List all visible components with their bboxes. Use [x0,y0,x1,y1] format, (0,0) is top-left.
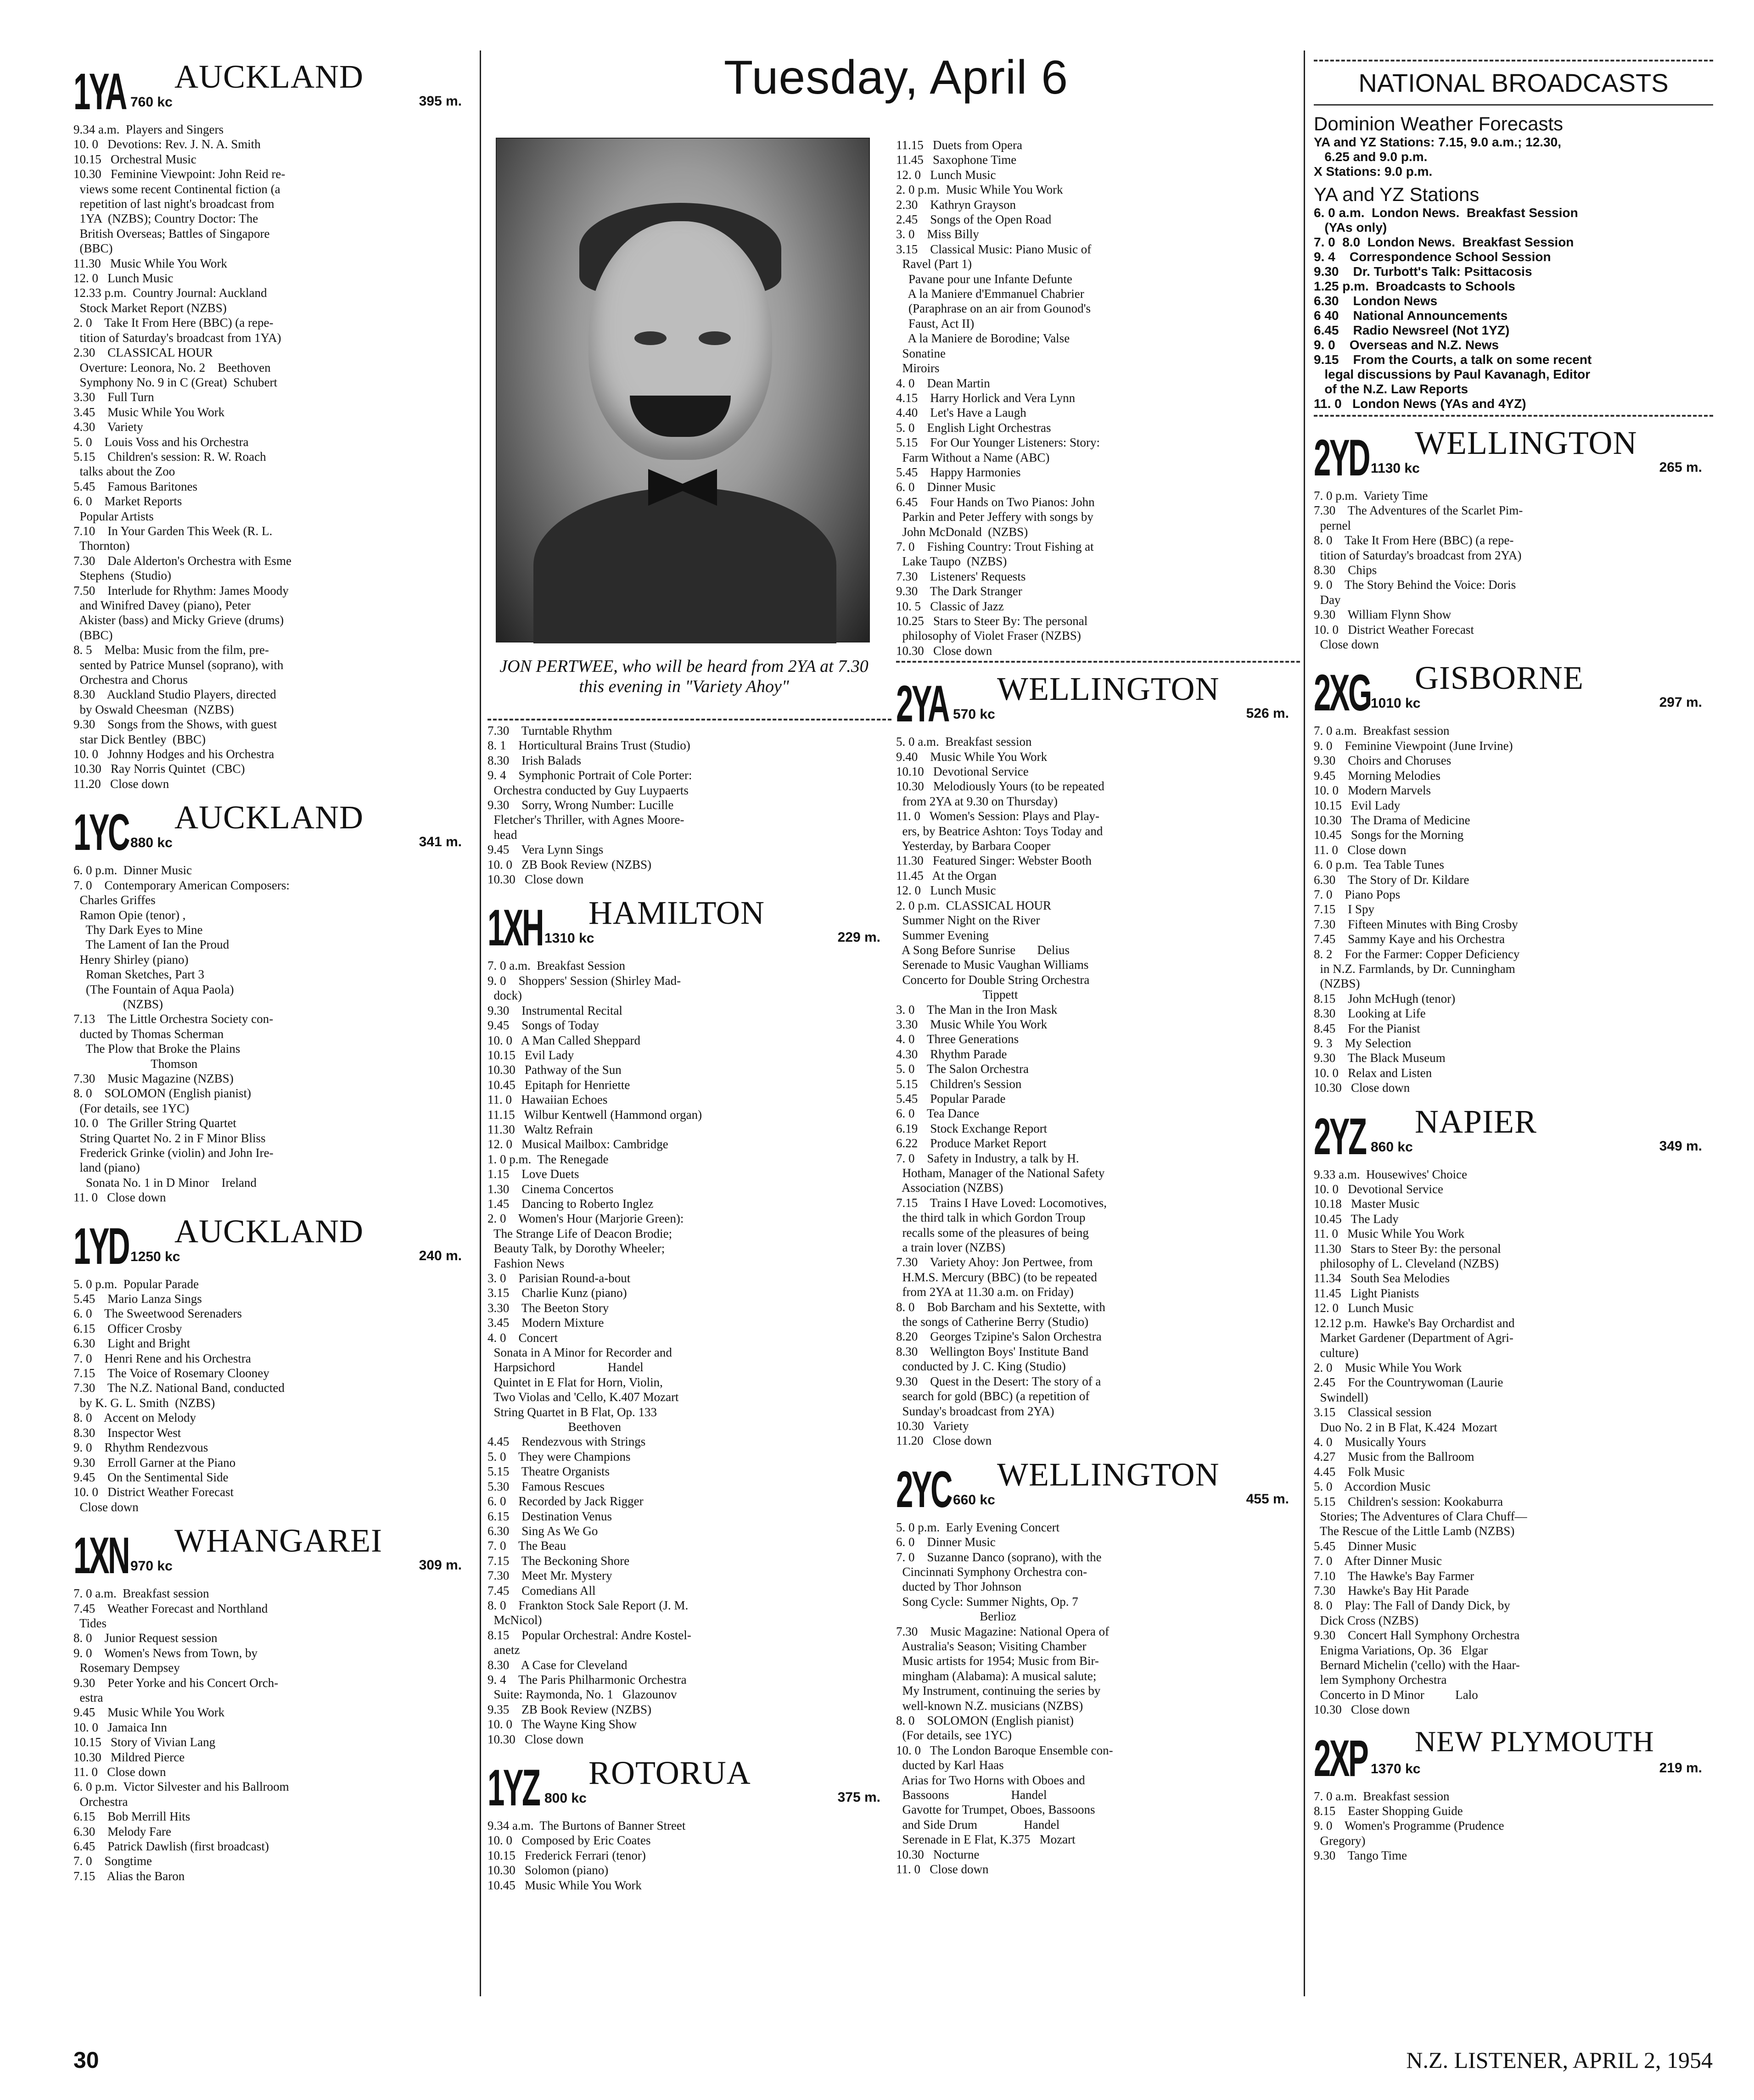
frequency: 1130 kc [1371,461,1420,476]
programme-list: 9.34 a.m. Players and Singers 10. 0 Devotions: Rev. J. N. A. Smith 10.15 Orchestral Music 10.30 Feminine Viewpoint: John Reid re- views some recent Continental fiction (a repetition of last night's broadcast from 1YA (NZBS); Country Doctor: The British Overseas; Battles of Singapore (BBC) 11.30 Music While You Work 12. 0 Lunch Music 12.33 p.m. Country Journal: Auckland Stock Market Report (NZBS) 2. 0 Take It From Here (BBC) (a repe- tition of Saturday's broadcast from 1YA) 2.30 CLASSICAL HOUR Overture: Leonora, No. 2 Beethoven Symphony No. 9 in C (Great) Schubert 3.30 Full Turn 3.45 Music While You Work 4.30 Variety 5. 0 Louis Voss and his Orchestra 5.15 Children's session: R. W. Roach talks about the Zoo 5.45 Famous Baritones 6. 0 Market Reports Popular Artists 7.10 In Your Garden This Week (R. L. Thornton) 7.30 Dale Alderton's Orchestra with Esme Stephens (Studio) 7.50 Interlude for Rhythm: James Moody and Winifred Davey (piano), Peter Akister (bass) and Micky Grieve (drums) (BBC) 8. 5 Melba: Music from the film, pre- sented by Patrice Munsel (soprano), with Orchestra and Chorus 8.30 Auckland Studio Players, directed by Oswald Cheesman (NZBS) 9.30 Songs from the Shows, with guest star Dick Bentley (BBC) 10. 0 Johnny Hodges and his Orchestra 10.30 Ray Norris Quintet (CBC) 11.20 Close down [73,123,292,791]
wavelength: 375 m. [837,1790,880,1805]
frequency: 1310 kc [544,931,594,946]
frequency: 1010 kc [1371,696,1421,711]
ya-yz-heading: YA and YZ Stations [1314,184,1479,205]
station-header-2yd [1314,419,1713,484]
programme-list: 7. 0 a.m. Breakfast Session 9. 0 Shoppers' Session (Shirley Mad- dock) 9.30 Instrumental Recital 9.45 Songs of Today 10. 0 A Man Called Sheppard 10.15 Evil Lady 10.30 Pathway of the Sun 10.45 Epitaph for Henriette 11. 0 Hawaiian Echoes 11.15 Wilbur Kentwell (Hammond organ) 11.30 Waltz Refrain 12. 0 Musical Mailbox: Cambridge 1. 0 p.m. The Renegade 1.15 Love Duets 1.30 Cinema Concertos 1.45 Dancing to Roberto Inglez 2. 0 Women's Hour (Marjorie Green): The Strange Life of Deacon Brodie; Beauty Talk, by Dorothy Wheeler; Fashion News 3. 0 Parisian Round-a-bout 3.15 Charlie Kunz (piano) 3.30 The Beeton Story 3.45 Modern Mixture 4. 0 Concert Sonata in A Minor for Recorder and Harpsichord Handel Quintet in E Flat for Horn, Violin, Two Violas and 'Cello, K.407 Mozart String Quartet in B Flat, Op. 133 Beethoven 4.45 Rendezvous with Strings 5. 0 They were Champions 5.15 Theatre Organists 5.30 Famous Rescues 6. 0 Recorded by Jack Rigger 6.15 Destination Venus 6.30 Sing As We Go 7. 0 The Beau 7.15 The Beckoning Shore 7.30 Meet Mr. Mystery 7.45 Comedians All 8. 0 Frankton Stock Sale Report (J. M. McNicol) 8.15 Popular Orchestral: Andre Kostel- anetz 8.30 A Case for Cleveland 9. 4 The Paris Philharmonic Orchestra Suite: Raymonda, No. 1 Glazounov 9.35 ZB Book Review (NZBS) 10. 0 The Wayne King Show 10.30 Close down [488,959,702,1746]
wavelength: 455 m. [1246,1491,1289,1507]
national-broadcasts-box [1314,60,1713,417]
portrait-photo [496,138,870,642]
station-header-1yc [73,794,473,861]
divider [896,661,1300,663]
frequency: 880 kc [130,835,173,851]
programme-list: 5. 0 p.m. Early Evening Concert 6. 0 Dinner Music 7. 0 Suzanne Danco (soprano), with the Cincinnati Symphony Orchestra con- ducted by Thor Johnson Song Cycle: Summer Nights, Op. 7 Berlioz 7.30 Music Magazine: National Opera of Australia's Season; Visiting Chamber Music artists for 1954; Music from Bir- mingham (Alabama): A musical salute; My Instrument, continuing the series by well-known N.Z. musicians (NZBS) 8. 0 SOLOMON (English pianist) (For details, see 1YC) 10. 0 The London Baroque Ensemble con- ducted by Karl Haas Arias for Two Horns with Oboes and Bassoons Handel Gavotte for Trumpet, Oboes, Bassoons and Side Drum Handel Serenade in E Flat, K.375 Mozart 10.30 Nocturne 11. 0 Close down [896,1520,1113,1877]
programme-list: 5. 0 a.m. Breakfast session 9.40 Music While You Work 10.10 Devotional Service 10.30 Melodiously Yours (to be repeated from 2YA at 9.30 on Thursday) 11. 0 Women's Session: Plays and Play- ers, by Beatrice Ashton: Toys Today and Yesterday, by Barbara Cooper 11.30 Featured Singer: Webster Booth 11.45 At the Organ 12. 0 Lunch Music 2. 0 p.m. CLASSICAL HOUR Summer Night on the River Summer Evening A Song Before Sunrise Delius Serenade to Music Vaughan Williams Concerto for Double String Orchestra Tippett 3. 0 The Man in the Iron Mask 3.30 Music While You Work 4. 0 Three Generations 4.30 Rhythm Parade 5. 0 The Salon Orchestra 5.15 Children's Session 5.45 Popular Parade 6. 0 Tea Dance 6.19 Stock Exchange Report 6.22 Produce Market Report 7. 0 Safety in Industry, a talk by H. Hotham, Manager of the National Safety Association (NZBS) 7.15 Trains I Have Loved: Locomotives, the third talk in which Gordon Troup recalls some of the pleasures of being a train lover (NZBS) 7.30 Variety Ahoy: Jon Pertwee, from H.M.S. Mercury (BBC) (to be repeated from 2YA at 11.30 a.m. on Friday) 8. 0 Bob Barcham and his Sextette, with the songs of Catherine Berry (Studio) 8.20 Georges Tzipine's Salon Orchestra 8.30 Wellington Boys' Institute Band conducted by J. C. King (Studio) 9.30 Quest in the Desert: The story of a search for gold (BBC) (a repetition of Sunday's broadcast from 2YA) 10.30 Variety 11.20 Close down [896,735,1107,1448]
call-sign: 2YD [1314,429,1369,486]
city-name: AUCKLAND [174,1212,364,1250]
station-header-2yc [896,1451,1300,1518]
call-sign: 1YD [73,1217,129,1275]
frequency: 1250 kc [130,1249,180,1264]
page-title: Tuesday, April 6 [723,51,1069,104]
city-name: AUCKLAND [174,58,364,95]
column-rule [1304,50,1305,1996]
call-sign: 2YA [896,675,948,733]
programme-list: 9.34 a.m. The Burtons of Banner Street 10. 0 Composed by Eric Coates 10.15 Frederick Ferrari (tenor) 10.30 Solomon (piano) 10.45 Music While You Work [488,1819,686,1892]
frequency: 1370 kc [1371,1761,1421,1776]
station-header-2xp [1314,1720,1713,1787]
station-header-2ya [896,665,1300,733]
frequency: 800 kc [544,1791,587,1806]
column-4 [1314,60,1713,1863]
programme-list: 7.30 Turntable Rhythm 8. 1 Horticultural Brains Trust (Studio) 8.30 Irish Balads 9. 4 Symphonic Portrait of Cole Porter: Orchestra conducted by Guy Luypaerts 9.30 Sorry, Wrong Number: Lucille Fletcher's Thriller, with Agnes Moore- head 9.45 Vera Lynn Sings 10. 0 ZB Book Review (NZBS) 10.30 Close down [488,724,692,887]
frequency: 860 kc [1371,1139,1413,1155]
column-rule [480,50,481,1996]
issue-footer: N.Z. LISTENER, APRIL 2, 1954 [1406,2047,1713,2073]
programme-list: 9.33 a.m. Housewives' Choice 10. 0 Devotional Service 10.18 Master Music 10.45 The Lady 11. 0 Music While You Work 11.30 Stars to Steer By: the personal philosophy of L. Cleveland (NZBS) 11.34 South Sea Melodies 11.45 Light Pianists 12. 0 Lunch Music 12.12 p.m. Hawke's Bay Orchardist and Market Gardener (Department of Agri- culture) 2. 0 Music While You Work 2.45 For the Countrywoman (Laurie Swindell) 3.15 Classical session Duo No. 2 in B Flat, K.424 Mozart 4. 0 Musically Yours 4.27 Music from the Ballroom 4.45 Folk Music 5. 0 Accordion Music 5.15 Children's session: Kookaburra Stories; The Adventures of Clara Chuff— The Rescue of the Little Lamb (NZBS) 5.45 Dinner Music 7. 0 After Dinner Music 7.10 The Hawke's Bay Farmer 7.30 Hawke's Bay Hit Parade 8. 0 Play: The Fall of Dandy Dick, by Dick Cross (NZBS) 9.30 Concert Hall Symphony Orchestra Enigma Variations, Op. 36 Elgar Bernard Michelin ('cello) with the Haar- lem Symphony Orchestra Concerto in D Minor Lalo 10.30 Close down [1314,1167,1527,1717]
station-header-1xh [488,889,891,957]
call-sign: 1YA [73,63,126,120]
wavelength: 219 m. [1659,1760,1702,1776]
weather-heading: Dominion Weather Forecasts [1314,113,1563,134]
divider [488,719,891,720]
wavelength: 229 m. [837,930,880,945]
frequency: 570 kc [953,707,995,722]
wavelength: 341 m. [419,834,462,850]
column-1 [73,50,473,1883]
call-sign: 1YZ [488,1759,539,1816]
photo-eye [699,331,731,345]
call-sign: 2YZ [1314,1107,1366,1165]
call-sign: 2XP [1314,1729,1367,1787]
wavelength: 265 m. [1659,460,1702,475]
page-number: 30 [73,2047,99,2073]
ya-yz-schedule: 6. 0 a.m. London News. Breakfast Session (YAs only) 7. 0 8.0 London News. Breakfast Session 9. 4 Correspondence School Session 9.30 Dr. Turbott's Talk: Psittacosis 1.25 p.m. Broadcasts to Schools 6.30 London News 6 40 National Announcements 6.45 Radio Newsreel (Not 1YZ) 9. 0 Overseas and N.Z. News 9.15 From the Courts, a talk on some recent legal discussions by Paul Kavanagh, Editor of the N.Z. Law Reports 11. 0 London News (YAs and 4YZ) [1314,206,1592,411]
wavelength: 240 m. [419,1248,462,1263]
city-name: HAMILTON [588,894,765,932]
station-header-1ya [73,53,473,120]
programme-list: 7. 0 p.m. Variety Time 7.30 The Adventures of the Scarlet Pim- pernel 8. 0 Take It From Here (BBC) (a repe- tition of Saturday's broadcast from 2YA) 8.30 Chips 9. 0 The Story Behind the Voice: Doris Day 9.30 William Flynn Show 10. 0 District Weather Forecast Close down [1314,489,1523,652]
city-name: WELLINGTON [1415,424,1637,461]
programme-list: 11.15 Duets from Opera 11.45 Saxophone Time 12. 0 Lunch Music 2. 0 p.m. Music While You Work 2.30 Kathryn Grayson 2.45 Songs of the Open Road 3. 0 Miss Billy 3.15 Classical Music: Piano Music of Ravel (Part 1) Pavane pour une Infante Defunte A la Maniere d'Emmanuel Chabrier (Paraphrase on an air from Gounod's Faust, Act II) A la Maniere de Borodine; Valse Sonatine Miroirs 4. 0 Dean Martin 4.15 Harry Horlick and Vera Lynn 4.40 Let's Have a Laugh 5. 0 English Light Orchestras 5.15 For Our Younger Listeners: Story: Farm Without a Name (ABC) 5.45 Happy Harmonies 6. 0 Dinner Music 6.45 Four Hands on Two Pianos: John Parkin and Peter Jeffery with songs by John McDonald (NZBS) 7. 0 Fishing Country: Trout Fishing at Lake Taupo (NZBS) 7.30 Listeners' Requests 9.30 The Dark Stranger 10. 5 Classic of Jazz 10.25 Stars to Steer By: The personal philosophy of Violet Fraser (NZBS) 10.30 Close down [896,138,1100,658]
station-header-2yz [1314,1098,1713,1165]
photo-eye [634,331,667,345]
city-name: NAPIER [1415,1103,1537,1140]
programme-list: 7. 0 a.m. Breakfast session 7.45 Weather Forecast and Northland Tides 8. 0 Junior Request session 9. 0 Women's News from Town, by Rosemary Dempsey 9.30 Peter Yorke and his Concert Orch- estra 9.45 Music While You Work 10. 0 Jamaica Inn 10.15 Story of Vivian Lang 10.30 Mildred Pierce 11. 0 Close down 6. 0 p.m. Victor Silvester and his Ballroom Orchestra 6.15 Bob Merrill Hits 6.30 Melody Fare 6.45 Patrick Dawlish (first broadcast) 7. 0 Songtime 7.15 Alias the Baron [73,1586,289,1883]
station-header-2xg [1314,654,1713,722]
station-header-1xn [73,1517,473,1585]
city-name: GISBORNE [1415,659,1584,697]
call-sign: 2XG [1314,664,1371,722]
programme-list: 5. 0 p.m. Popular Parade 5.45 Mario Lanza Sings 6. 0 The Sweetwood Serenaders 6.15 Officer Crosby 6.30 Light and Bright 7. 0 Henri Rene and his Orchestra 7.15 The Voice of Rosemary Clooney 7.30 The N.Z. National Band, conducted by K. G. L. Smith (NZBS) 8. 0 Accent on Melody 8.30 Inspector West 9. 0 Rhythm Rendezvous 9.30 Erroll Garner at the Piano 9.45 On the Sentimental Side 10. 0 District Weather Forecast Close down [73,1277,285,1514]
city-name: WHANGAREI [174,1522,382,1559]
call-sign: 1YC [73,804,129,861]
column-3 [896,138,1300,1877]
photo-caption: JON PERTWEE, who will be heard from 2YA at 7.30 this evening in "Variety Ahoy" [499,657,869,696]
photo-body [533,487,836,643]
frequency: 660 kc [953,1492,995,1508]
city-name: AUCKLAND [174,799,364,836]
city-name: ROTORUA [588,1754,751,1791]
frequency: 970 kc [130,1558,173,1574]
programme-list: 7. 0 a.m. Breakfast session 8.15 Easter Shopping Guide 9. 0 Women's Programme (Prudence Gregory) 9.30 Tango Time [1314,1789,1504,1863]
city-name: WELLINGTON [997,1456,1220,1493]
programme-list: 7. 0 a.m. Breakfast session 9. 0 Feminine Viewpoint (June Irvine) 9.30 Choirs and Choruses 9.45 Morning Melodies 10. 0 Modern Marvels 10.15 Evil Lady 10.30 The Drama of Medicine 10.45 Songs for the Morning 11. 0 Close down 6. 0 p.m. Tea Table Tunes 6.30 The Story of Dr. Kildare 7. 0 Piano Pops 7.15 I Spy 7.30 Fifteen Minutes with Bing Crosby 7.45 Sammy Kaye and his Orchestra 8. 2 For the Farmer: Copper Deficiency in N.Z. Farmlands, by Dr. Cunningham (NZBS) 8.15 John McHugh (tenor) 8.30 Looking at Life 8.45 For the Pianist 9. 3 My Selection 9.30 The Black Museum 10. 0 Relax and Listen 10.30 Close down [1314,724,1520,1095]
wavelength: 297 m. [1659,695,1702,710]
national-title: NATIONAL BROADCASTS [1314,60,1713,106]
weather-times: YA and YZ Stations: 7.15, 9.0 a.m.; 12.30, 6.25 and 9.0 p.m. X Stations: 9.0 p.m. [1314,135,1561,179]
call-sign: 1XH [488,899,543,957]
frequency: 760 kc [130,95,173,110]
call-sign: 2YC [896,1460,951,1518]
wavelength: 349 m. [1659,1138,1702,1154]
call-sign: 1XN [73,1527,129,1585]
city-name: WELLINGTON [997,670,1220,708]
station-header-1yd [73,1208,473,1275]
station-header-1yz [488,1749,891,1814]
city-name: NEW PLYMOUTH [1415,1725,1654,1758]
column-2 [488,716,891,1893]
programme-list: 6. 0 p.m. Dinner Music 7. 0 Contemporary American Composers: Charles Griffes Ramon Opie (tenor) , Thy Dark Eyes to Mine The Lament of Ian the Proud Henry Shirley (piano) Roman Sketches, Part 3 (The Fountain of Aqua Paola) (NZBS) 7.13 The Little Orchestra Society con- ducted by Thomas Scherman The Plow that Broke the Plains Thomson 7.30 Music Magazine (NZBS) 8. 0 SOLOMON (English pianist) (For details, see 1YC) 10. 0 The Griller String Quartet String Quartet No. 2 in F Minor Bliss Frederick Grinke (violin) and John Ire- land (piano) Sonata No. 1 in D Minor Ireland 11. 0 Close down [73,863,290,1205]
wavelength: 526 m. [1246,706,1289,721]
wavelength: 395 m. [419,94,462,109]
wavelength: 309 m. [419,1558,462,1573]
